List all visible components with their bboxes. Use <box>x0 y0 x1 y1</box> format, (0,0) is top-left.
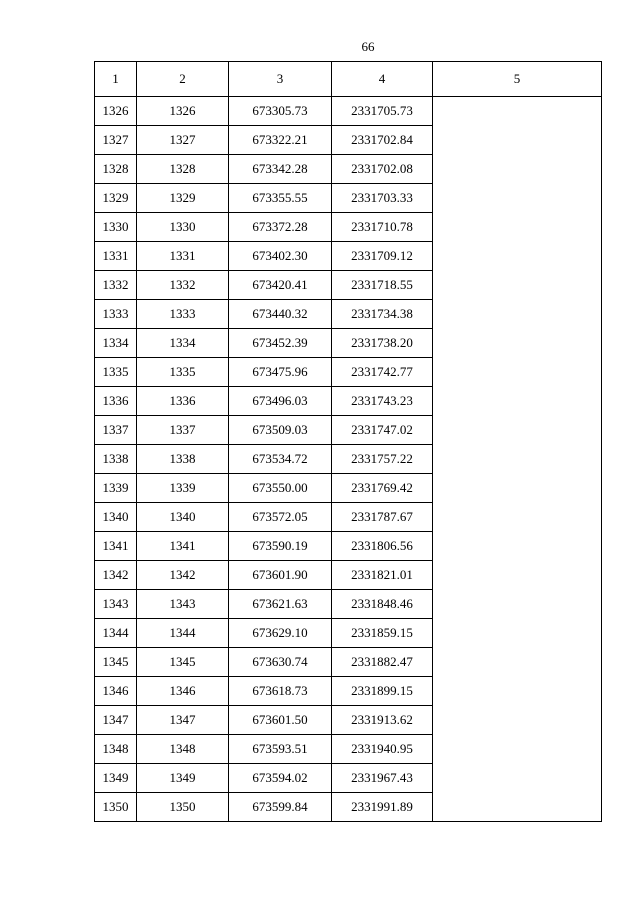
table-cell-col-4: 2331747.02 <box>332 416 433 445</box>
table-cell-col-2: 1336 <box>137 387 229 416</box>
table-cell-col-3: 673322.21 <box>229 126 332 155</box>
table-cell-col-3: 673496.03 <box>229 387 332 416</box>
table-cell-col-4: 2331769.42 <box>332 474 433 503</box>
table-cell-col-2: 1344 <box>137 619 229 648</box>
table-cell-col-1: 1340 <box>95 503 137 532</box>
table-cell-col-2: 1330 <box>137 213 229 242</box>
table-cell-col-3: 673402.30 <box>229 242 332 271</box>
table-cell-col-1: 1327 <box>95 126 137 155</box>
table-cell-col-4: 2331940.95 <box>332 735 433 764</box>
header-cell-4: 4 <box>332 62 433 97</box>
table-cell-col-4: 2331703.33 <box>332 184 433 213</box>
table-cell-col-1: 1339 <box>95 474 137 503</box>
table-cell-col-3: 673590.19 <box>229 532 332 561</box>
table-cell-col-2: 1327 <box>137 126 229 155</box>
table-cell-col-1: 1342 <box>95 561 137 590</box>
table-cell-col-4: 2331859.15 <box>332 619 433 648</box>
table-cell-col-2: 1340 <box>137 503 229 532</box>
table-cell-col-3: 673621.63 <box>229 590 332 619</box>
table-cell-col-4: 2331913.62 <box>332 706 433 735</box>
table-cell-col-2: 1333 <box>137 300 229 329</box>
table-cell-col-3: 673440.32 <box>229 300 332 329</box>
table-cell-col-3: 673572.05 <box>229 503 332 532</box>
table-cell-col-3: 673509.03 <box>229 416 332 445</box>
table-cell-col-3: 673550.00 <box>229 474 332 503</box>
table-cell-col-1: 1343 <box>95 590 137 619</box>
table-cell-col-3: 673355.55 <box>229 184 332 213</box>
table-cell-col-3: 673452.39 <box>229 329 332 358</box>
table-cell-col-4: 2331806.56 <box>332 532 433 561</box>
table-cell-col-2: 1343 <box>137 590 229 619</box>
table-cell-col-2: 1341 <box>137 532 229 561</box>
table-cell-col-3: 673420.41 <box>229 271 332 300</box>
table-cell-col-2: 1332 <box>137 271 229 300</box>
table-cell-col-1: 1347 <box>95 706 137 735</box>
table-cell-col-3: 673601.50 <box>229 706 332 735</box>
table-cell-col-3: 673593.51 <box>229 735 332 764</box>
table-cell-col-1: 1335 <box>95 358 137 387</box>
table-cell-col-2: 1331 <box>137 242 229 271</box>
table-cell-col-3: 673342.28 <box>229 155 332 184</box>
table-cell-col-1: 1348 <box>95 735 137 764</box>
table-cell-col-2: 1347 <box>137 706 229 735</box>
table-cell-col-1: 1341 <box>95 532 137 561</box>
table-cell-col-1: 1329 <box>95 184 137 213</box>
table-header <box>95 62 602 97</box>
table-cell-col-2: 1349 <box>137 764 229 793</box>
table-cell-col-4: 2331718.55 <box>332 271 433 300</box>
table-cell-col-2: 1329 <box>137 184 229 213</box>
table-cell-col-2: 1337 <box>137 416 229 445</box>
table-cell-col-1: 1334 <box>95 329 137 358</box>
table-row <box>95 97 602 126</box>
table-cell-col-4: 2331899.15 <box>332 677 433 706</box>
table-body <box>95 97 602 822</box>
table-cell-col-5 <box>433 97 602 822</box>
table-cell-col-4: 2331743.23 <box>332 387 433 416</box>
table-cell-col-4: 2331991.89 <box>332 793 433 822</box>
table-cell-col-1: 1331 <box>95 242 137 271</box>
table-cell-col-4: 2331702.84 <box>332 126 433 155</box>
table-cell-col-4: 2331821.01 <box>332 561 433 590</box>
table-cell-col-1: 1332 <box>95 271 137 300</box>
table-cell-col-3: 673629.10 <box>229 619 332 648</box>
table-cell-col-1: 1344 <box>95 619 137 648</box>
table-cell-col-3: 673594.02 <box>229 764 332 793</box>
table-cell-col-4: 2331848.46 <box>332 590 433 619</box>
table-cell-col-4: 2331882.47 <box>332 648 433 677</box>
table-cell-col-2: 1326 <box>137 97 229 126</box>
table-cell-col-3: 673599.84 <box>229 793 332 822</box>
page-number: 66 <box>361 39 375 54</box>
table-cell-col-3: 673601.90 <box>229 561 332 590</box>
table-cell-col-3: 673305.73 <box>229 97 332 126</box>
table-cell-col-3: 673630.74 <box>229 648 332 677</box>
table-cell-col-2: 1328 <box>137 155 229 184</box>
table-cell-col-1: 1345 <box>95 648 137 677</box>
header-cell-1: 1 <box>95 62 137 97</box>
table-cell-col-2: 1350 <box>137 793 229 822</box>
table-cell-col-4: 2331738.20 <box>332 329 433 358</box>
table-cell-col-1: 1338 <box>95 445 137 474</box>
table-cell-col-2: 1342 <box>137 561 229 590</box>
coordinates-table <box>94 61 602 822</box>
header-row <box>95 62 602 97</box>
table-cell-col-1: 1350 <box>95 793 137 822</box>
table-cell-col-1: 1337 <box>95 416 137 445</box>
table-cell-col-4: 2331705.73 <box>332 97 433 126</box>
table-cell-col-4: 2331787.67 <box>332 503 433 532</box>
table-cell-col-2: 1345 <box>137 648 229 677</box>
header-cell-5: 5 <box>433 62 602 97</box>
header-cell-2: 2 <box>137 62 229 97</box>
table-cell-col-4: 2331709.12 <box>332 242 433 271</box>
table-cell-col-2: 1348 <box>137 735 229 764</box>
table-cell-col-4: 2331742.77 <box>332 358 433 387</box>
table-cell-col-2: 1338 <box>137 445 229 474</box>
table-cell-col-2: 1346 <box>137 677 229 706</box>
table-cell-col-4: 2331710.78 <box>332 213 433 242</box>
table-cell-col-4: 2331702.08 <box>332 155 433 184</box>
table-cell-col-1: 1326 <box>95 97 137 126</box>
table-cell-col-1: 1349 <box>95 764 137 793</box>
table-cell-col-3: 673618.73 <box>229 677 332 706</box>
table-cell-col-4: 2331757.22 <box>332 445 433 474</box>
table-cell-col-1: 1328 <box>95 155 137 184</box>
table-cell-col-2: 1339 <box>137 474 229 503</box>
table-cell-col-3: 673475.96 <box>229 358 332 387</box>
header-cell-3: 3 <box>229 62 332 97</box>
table-cell-col-1: 1346 <box>95 677 137 706</box>
table-cell-col-4: 2331967.43 <box>332 764 433 793</box>
table-cell-col-1: 1330 <box>95 213 137 242</box>
table-cell-col-3: 673534.72 <box>229 445 332 474</box>
table-cell-col-3: 673372.28 <box>229 213 332 242</box>
table-cell-col-2: 1334 <box>137 329 229 358</box>
table-cell-col-2: 1335 <box>137 358 229 387</box>
table-cell-col-1: 1333 <box>95 300 137 329</box>
table-cell-col-4: 2331734.38 <box>332 300 433 329</box>
table-cell-col-1: 1336 <box>95 387 137 416</box>
